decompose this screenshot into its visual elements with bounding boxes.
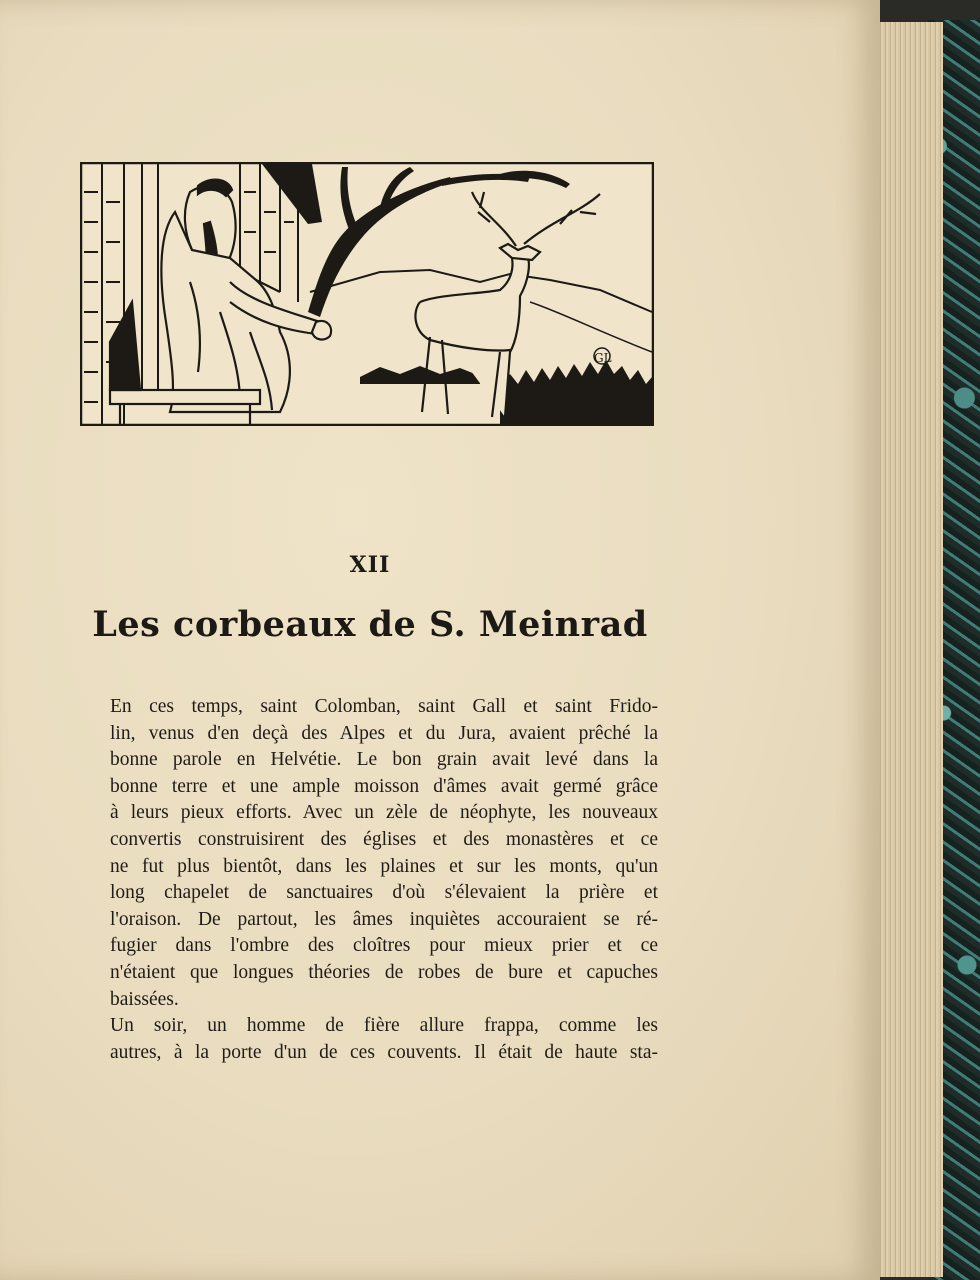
- text-line: baissées.: [110, 988, 179, 1010]
- text-line: l'oraison. De partout, les âmes inquiètes accouraient se ré-: [110, 908, 658, 930]
- text-line: convertis construisirent des églises et des monastères et ce: [110, 828, 658, 850]
- paragraph-2: [82, 1013, 658, 1066]
- text-line: à leurs pieux efforts. Avec un zèle de néophyte, les nouveaux: [110, 802, 658, 824]
- chapter-number: XII: [349, 552, 391, 578]
- svg-text:GL: GL: [594, 351, 612, 365]
- artist-monogram: [594, 348, 612, 365]
- text-line: lin, venus d'en deçà des Alpes et du Jura, avaient prêché la: [110, 722, 658, 744]
- text-line: bonne parole en Helvétie. Le bon grain avait levé dans la: [110, 749, 658, 771]
- text-line: En ces temps, saint Colomban, saint Gall et saint Frido-: [110, 696, 658, 717]
- text-line: bonne terre et une ample moisson d'âmes avait germé grâce: [110, 775, 658, 797]
- chapter-title: Les corbeaux de S. Meinrad: [92, 604, 648, 645]
- text-line: fugier dans l'ombre des cloîtres pour mieux prier et ce: [110, 935, 658, 957]
- chapter-body: [82, 694, 658, 1066]
- text-line: ne fut plus bientôt, dans les plaines et sur les monts, qu'un: [110, 855, 658, 877]
- text-line: autres, à la porte d'un de ces couvents. Il était de haute sta-: [110, 1041, 658, 1063]
- woodcut-illustration: [80, 162, 654, 426]
- text-line: long chapelet de sanctuaires d'où s'élevaient la prière et: [110, 882, 658, 904]
- paragraph-1: [82, 694, 658, 1013]
- text-line: Un soir, un homme de fière allure frappa, comme les: [110, 1015, 658, 1037]
- text-line: n'étaient que longues théories de robes de bure et capuches: [110, 961, 658, 983]
